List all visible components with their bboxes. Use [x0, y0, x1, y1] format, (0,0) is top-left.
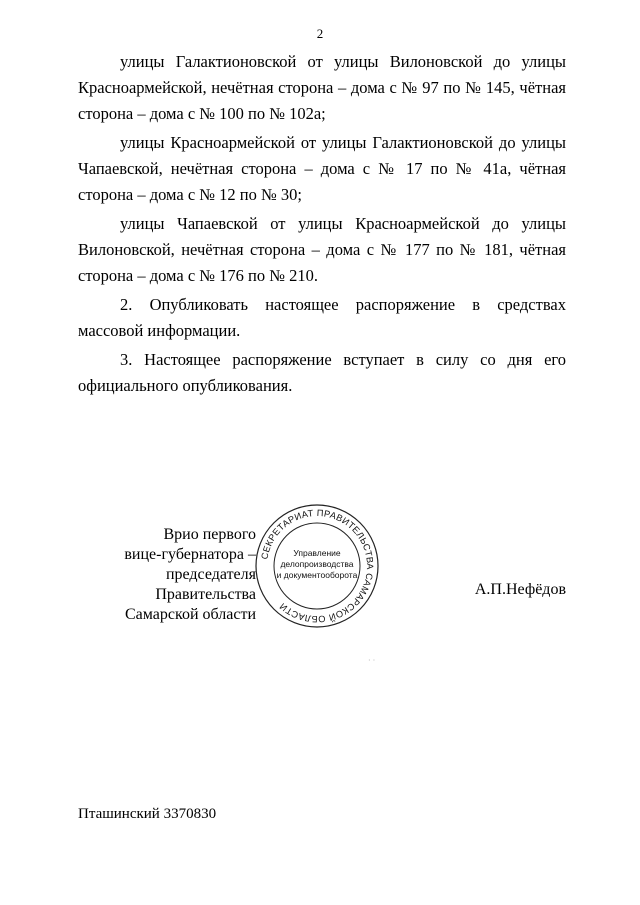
stamp-inner-line: делопроизводства [280, 559, 354, 569]
signatory-title [78, 525, 256, 625]
official-stamp [254, 503, 380, 629]
signatory-title-line: вице-губернатора – [124, 546, 256, 563]
paragraph-chapaevskaya: улицы Чапаевской от улицы Красноармейской до улицы Вилоновской, нечётная сторона – дома с № 177 по № 181, чётная сторона – дома с № 176 по № 210. [78, 214, 566, 285]
scan-specks: · · [368, 656, 376, 665]
paragraph-galaktionovskaya: улицы Галактионовской от улицы Вилоновской до улицы Красноармейской, нечётная сторона – дома с № 97 по № 145, чётная сторона – дома с № 100 по № 102а; [78, 52, 566, 123]
signatory-title-line: Врио первого [163, 526, 256, 543]
signatory-title-line: Самарской области [125, 606, 256, 623]
document-body [78, 49, 566, 402]
paragraph-publish: 2. Опубликовать настоящее распоряжение в средствах массовой информации. [78, 295, 566, 340]
signatory-name: А.П.Нефёдов [474, 581, 566, 598]
signatory-title-line: председателя Правительства [155, 566, 256, 603]
paragraph-krasnoarmeyskaya: улицы Красноармейской от улицы Галактионовской до улицы Чапаевской, нечётная сторона – дома с № 17 по № 41а, чётная сторона – дома с № 12 по № 30; [78, 133, 566, 204]
stamp-inner-line: и документооборота [276, 570, 358, 580]
stamp-ring-text: СЕКРЕТАРИАТ ПРАВИТЕЛЬСТВА САМАРСКОЙ ОБЛАСТИ [259, 507, 376, 625]
stamp-inner-line: Управление [293, 548, 341, 558]
executor-contact: Пташинский 3370830 [78, 806, 217, 822]
paragraph-effective: 3. Настоящее распоряжение вступает в силу со дня его официального опубликования. [78, 350, 566, 395]
stamp-inner-text [276, 548, 358, 581]
page-number: 2 [316, 26, 324, 41]
